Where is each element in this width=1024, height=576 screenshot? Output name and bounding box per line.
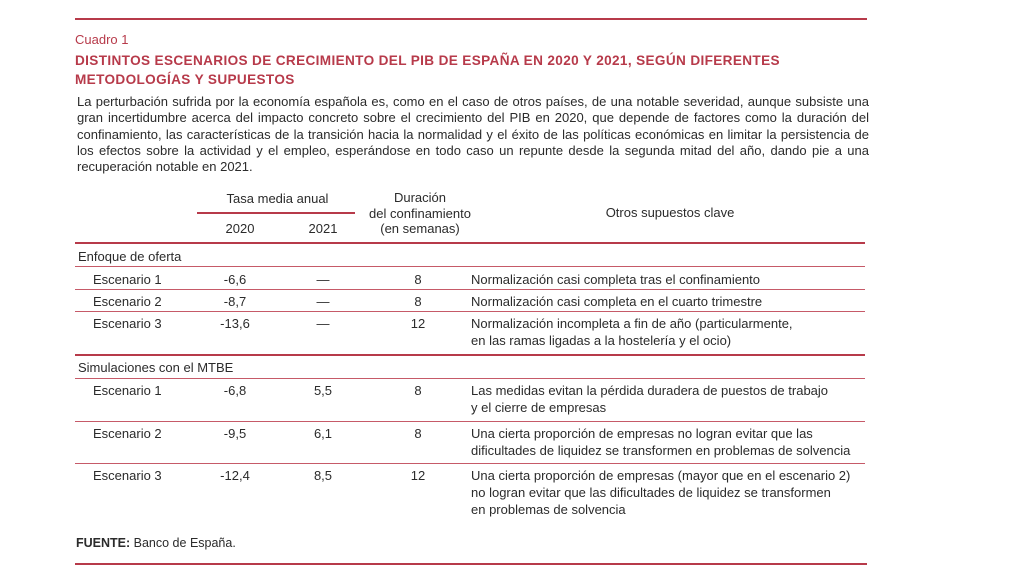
row-value-2021: — xyxy=(316,294,330,309)
row-value-2021: 8,5 xyxy=(313,468,333,483)
row-name: Escenario 3 xyxy=(93,316,162,331)
row-note: Normalización incompleta a fin de año (particularmente, en las ramas ligadas a la hostelería y el ocio) xyxy=(471,316,793,348)
bottom-rule xyxy=(75,563,867,565)
row-value-2020: -12,4 xyxy=(220,468,250,483)
source-label: FUENTE: xyxy=(76,536,131,550)
row-divider xyxy=(75,378,865,379)
header-year-2021: 2021 xyxy=(308,221,338,236)
row-note: Normalización casi completa en el cuarto trimestre xyxy=(471,294,763,309)
row-value-2021: — xyxy=(316,272,330,287)
row-divider xyxy=(75,463,865,464)
row-divider xyxy=(75,266,865,267)
row-name: Escenario 1 xyxy=(93,272,162,287)
row-weeks: 8 xyxy=(414,272,422,287)
row-name: Escenario 2 xyxy=(93,426,162,441)
row-note: Una cierta proporción de empresas (mayor que en el escenario 2) no logran evitar que las dificultades de liquidez se transformen en problemas de solvencia xyxy=(471,468,851,517)
header-year-2020: 2020 xyxy=(225,221,255,236)
row-value-2021: — xyxy=(316,316,330,331)
box-label: Cuadro 1 xyxy=(75,32,129,47)
row-note: Las medidas evitan la pérdida duradera de puestos de trabajo y el cierre de empresas xyxy=(471,383,829,415)
intro-paragraph: La perturbación sufrida por la economía española es, como en el caso de otros países, de una notable severidad, aunque subsiste una gran incertidumbre acerca del impacto concreto sobre el crecimiento del PIB en 2020, que depende de factores como la duración del confinamiento, las características de la transición hacia la normalidad y el éxito de las políticas económicas en limitar la persistencia de los efectos sobre la actividad y el empleo, esperándose en todo caso un repunte desde la segunda mitad del año, dando pie a una recuperación notable en 2021. xyxy=(77,94,869,175)
row-divider xyxy=(75,311,865,312)
header-duration: Duración del confinamiento (en semanas) xyxy=(369,190,471,236)
section-rule xyxy=(75,354,865,356)
section-label-mtbe: Simulaciones con el MTBE xyxy=(78,360,234,375)
row-divider xyxy=(75,289,865,290)
row-value-2021: 5,5 xyxy=(313,383,333,398)
box-title: DISTINTOS ESCENARIOS DE CRECIMIENTO DEL PIB DE ESPAÑA EN 2020 Y 2021, SEGÚN DIFERENTES METODOLOGÍAS Y SUPUESTOS xyxy=(75,53,780,87)
row-name: Escenario 1 xyxy=(93,383,162,398)
header-rule xyxy=(75,242,865,244)
row-value-2021: 6,1 xyxy=(313,426,333,441)
row-weeks: 8 xyxy=(414,426,422,441)
row-note: Una cierta proporción de empresas no logran evitar que las dificultades de liquidez se transformen en problemas de solvencia xyxy=(471,426,851,458)
row-name: Escenario 3 xyxy=(93,468,162,483)
row-value-2020: -9,5 xyxy=(223,426,247,441)
row-value-2020: -6,6 xyxy=(223,272,247,287)
row-name: Escenario 2 xyxy=(93,294,162,309)
top-rule xyxy=(75,18,867,20)
row-divider xyxy=(75,421,865,422)
header-annual-rate: Tasa media anual xyxy=(226,191,329,206)
row-weeks: 8 xyxy=(414,294,422,309)
row-value-2020: -8,7 xyxy=(223,294,247,309)
row-weeks: 12 xyxy=(410,468,426,483)
row-weeks: 8 xyxy=(414,383,422,398)
row-value-2020: -13,6 xyxy=(220,316,250,331)
header-group-underline xyxy=(197,212,355,214)
row-note: Normalización casi completa tras el confinamiento xyxy=(471,272,761,287)
source-note xyxy=(76,536,236,550)
header-other-assumptions: Otros supuestos clave xyxy=(605,205,735,220)
section-label-supply: Enfoque de oferta xyxy=(78,249,182,264)
row-value-2020: -6,8 xyxy=(223,383,247,398)
source-text: Banco de España. xyxy=(130,536,236,550)
row-weeks: 12 xyxy=(410,316,426,331)
